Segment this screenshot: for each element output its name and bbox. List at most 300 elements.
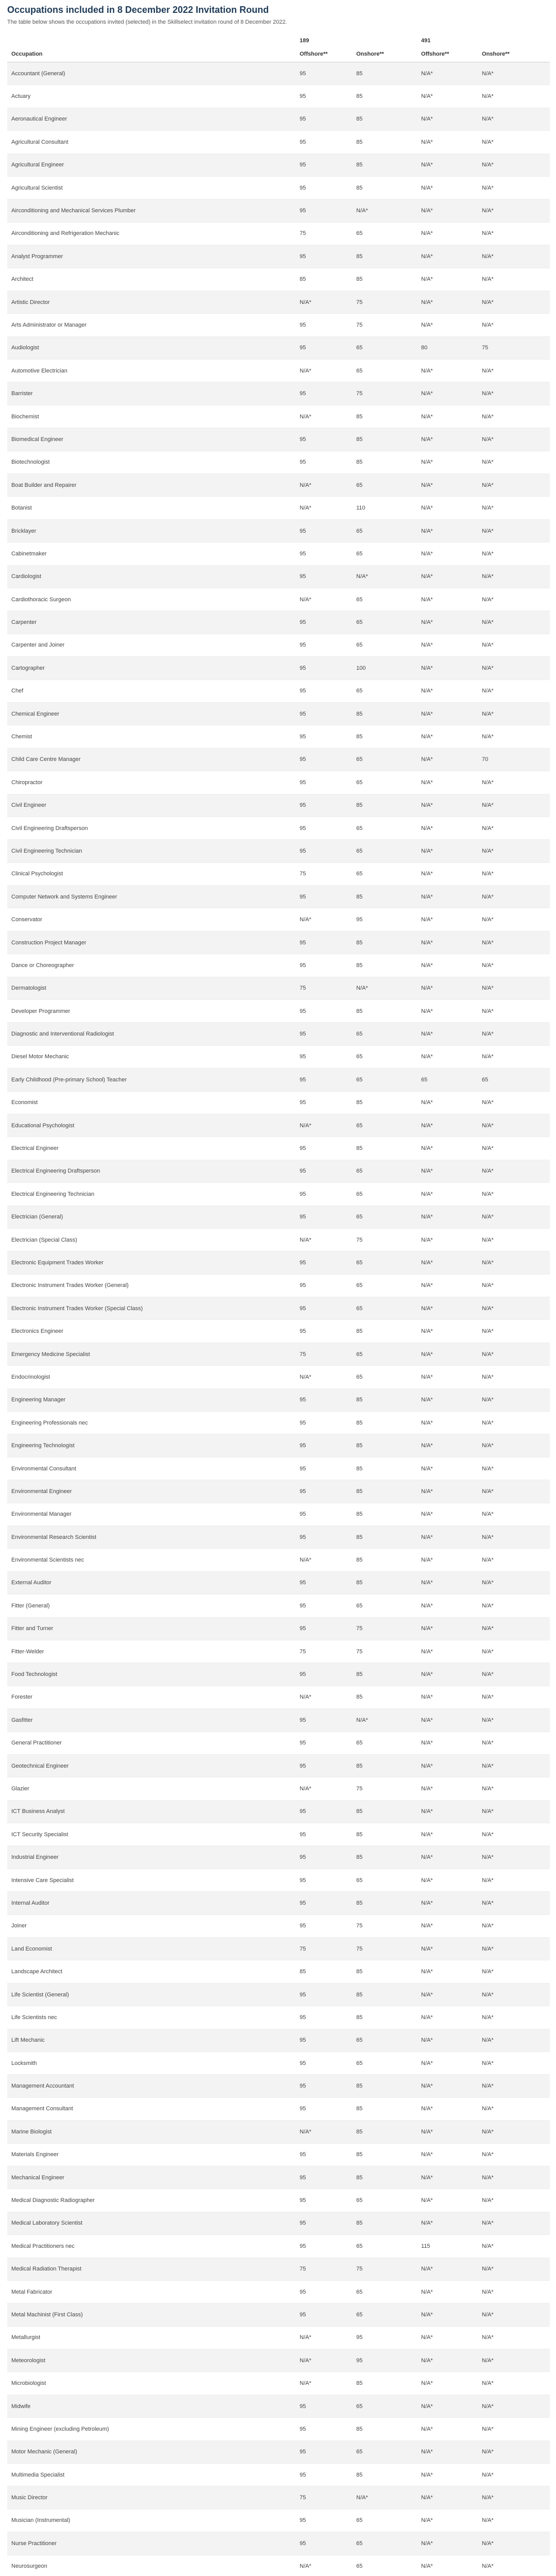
table-row bbox=[7, 1366, 550, 1388]
cell-189-offshore: 95 bbox=[296, 1823, 352, 1846]
table-row bbox=[7, 1412, 550, 1434]
cell-491-onshore: N/A* bbox=[478, 1869, 550, 1891]
cell-occupation: Multimedia Specialist bbox=[7, 2464, 296, 2486]
cell-189-offshore: 95 bbox=[296, 2166, 352, 2189]
table-row bbox=[7, 474, 550, 497]
cell-189-offshore: 95 bbox=[296, 1526, 352, 1549]
cell-491-onshore: N/A* bbox=[478, 2464, 550, 2486]
cell-491-offshore: N/A* bbox=[417, 451, 478, 473]
cell-occupation: Motor Mechanic (General) bbox=[7, 2441, 296, 2463]
cell-189-onshore: 65 bbox=[352, 1869, 417, 1891]
cell-189-onshore: 65 bbox=[352, 1251, 417, 1274]
cell-189-offshore: N/A* bbox=[296, 2555, 352, 2576]
table-row bbox=[7, 1595, 550, 1617]
cell-491-offshore: N/A* bbox=[417, 1800, 478, 1823]
cell-491-onshore: N/A* bbox=[478, 2280, 550, 2303]
cell-189-onshore: 85 bbox=[352, 2143, 417, 2166]
cell-occupation: Barrister bbox=[7, 382, 296, 405]
table-row bbox=[7, 2166, 550, 2189]
cell-491-onshore: N/A* bbox=[478, 1571, 550, 1594]
cell-491-onshore: N/A* bbox=[478, 657, 550, 680]
cell-189-onshore: 65 bbox=[352, 1183, 417, 1206]
cell-491-onshore: N/A* bbox=[478, 1846, 550, 1869]
cell-189-offshore: 95 bbox=[296, 2143, 352, 2166]
table-row bbox=[7, 2006, 550, 2029]
cell-189-offshore: 95 bbox=[296, 1754, 352, 1777]
cell-occupation: Cardiologist bbox=[7, 565, 296, 588]
cell-189-offshore: 95 bbox=[296, 1412, 352, 1434]
cell-491-offshore: N/A* bbox=[417, 1846, 478, 1869]
table-row bbox=[7, 1251, 550, 1274]
cell-189-onshore: 85 bbox=[352, 1800, 417, 1823]
cell-occupation: Environmental Scientists nec bbox=[7, 1549, 296, 1571]
cell-189-offshore: 95 bbox=[296, 1914, 352, 1937]
cell-189-onshore: 85 bbox=[352, 1983, 417, 2006]
table-row bbox=[7, 1206, 550, 1228]
table-row bbox=[7, 1320, 550, 1343]
cell-189-offshore: 95 bbox=[296, 1091, 352, 1114]
cell-491-offshore: N/A* bbox=[417, 1000, 478, 1023]
cell-occupation: Dermatologist bbox=[7, 977, 296, 999]
cell-occupation: Artistic Director bbox=[7, 291, 296, 313]
table-row bbox=[7, 817, 550, 839]
cell-189-onshore: 95 bbox=[352, 908, 417, 931]
cell-189-onshore: 65 bbox=[352, 1366, 417, 1388]
cell-491-onshore: N/A* bbox=[478, 634, 550, 656]
cell-491-onshore: N/A* bbox=[478, 2052, 550, 2074]
cell-occupation: Chemical Engineer bbox=[7, 702, 296, 725]
cell-189-onshore: 65 bbox=[352, 680, 417, 702]
cell-occupation: Automotive Electrician bbox=[7, 360, 296, 382]
cell-491-onshore: N/A* bbox=[478, 1709, 550, 1732]
cell-491-onshore: N/A* bbox=[478, 108, 550, 130]
cell-189-offshore: N/A* bbox=[296, 405, 352, 428]
cell-491-onshore: N/A* bbox=[478, 2235, 550, 2258]
cell-491-onshore: N/A* bbox=[478, 1800, 550, 1823]
cell-491-offshore: N/A* bbox=[417, 2075, 478, 2097]
cell-491-offshore: N/A* bbox=[417, 154, 478, 176]
table-row bbox=[7, 62, 550, 85]
cell-491-offshore: N/A* bbox=[417, 886, 478, 908]
table-row bbox=[7, 680, 550, 702]
page-title: Occupations included in 8 December 2022 Invitation Round bbox=[7, 5, 269, 15]
cell-189-onshore: 75 bbox=[352, 2258, 417, 2280]
cell-189-onshore: 85 bbox=[352, 794, 417, 817]
cell-491-offshore: N/A* bbox=[417, 2395, 478, 2417]
table-row bbox=[7, 1434, 550, 1457]
table-row bbox=[7, 725, 550, 748]
cell-189-onshore: 65 bbox=[352, 862, 417, 885]
cell-491-offshore: N/A* bbox=[417, 405, 478, 428]
cell-189-offshore: 75 bbox=[296, 1938, 352, 1960]
cell-occupation: Food Technologist bbox=[7, 1663, 296, 1686]
cell-occupation: Metal Machinist (First Class) bbox=[7, 2303, 296, 2326]
cell-491-offshore: N/A* bbox=[417, 1709, 478, 1732]
cell-189-offshore: N/A* bbox=[296, 1549, 352, 1571]
table-row bbox=[7, 1228, 550, 1251]
cell-491-onshore: N/A* bbox=[478, 1045, 550, 1068]
cell-189-offshore: N/A* bbox=[296, 2121, 352, 2143]
cell-189-onshore: 65 bbox=[352, 748, 417, 771]
cell-occupation: Nurse Practitioner bbox=[7, 2532, 296, 2555]
cell-491-onshore: N/A* bbox=[478, 1412, 550, 1434]
cell-491-onshore: N/A* bbox=[478, 1892, 550, 1914]
cell-189-onshore: 65 bbox=[352, 2509, 417, 2532]
cell-189-offshore: N/A* bbox=[296, 2372, 352, 2395]
cell-491-offshore: 115 bbox=[417, 2235, 478, 2258]
cell-491-onshore: N/A* bbox=[478, 360, 550, 382]
cell-491-offshore: N/A* bbox=[417, 428, 478, 451]
cell-189-onshore: 85 bbox=[352, 2075, 417, 2097]
cell-189-onshore: 85 bbox=[352, 2418, 417, 2441]
cell-occupation: Airconditioning and Mechanical Services Plumber bbox=[7, 199, 296, 222]
cell-189-offshore: 95 bbox=[296, 1503, 352, 1526]
cell-491-offshore: N/A* bbox=[417, 725, 478, 748]
table-row bbox=[7, 1274, 550, 1297]
cell-189-offshore: 85 bbox=[296, 268, 352, 291]
cell-occupation: Engineering Professionals nec bbox=[7, 1412, 296, 1434]
table-row bbox=[7, 1938, 550, 1960]
visa-group-491: 491 bbox=[421, 38, 431, 44]
cell-189-offshore: 95 bbox=[296, 931, 352, 954]
table-row bbox=[7, 1023, 550, 1045]
cell-491-onshore: N/A* bbox=[478, 1754, 550, 1777]
cell-occupation: Fitter (General) bbox=[7, 1595, 296, 1617]
cell-189-offshore: 95 bbox=[296, 1137, 352, 1160]
cell-491-onshore: N/A* bbox=[478, 131, 550, 154]
cell-491-offshore: N/A* bbox=[417, 176, 478, 199]
table-row bbox=[7, 1892, 550, 1914]
cell-491-offshore: N/A* bbox=[417, 2418, 478, 2441]
cell-491-offshore: N/A* bbox=[417, 748, 478, 771]
cell-491-onshore: N/A* bbox=[478, 1228, 550, 1251]
cell-491-onshore: N/A* bbox=[478, 176, 550, 199]
cell-491-onshore: N/A* bbox=[478, 1274, 550, 1297]
cell-189-offshore: N/A* bbox=[296, 2326, 352, 2349]
cell-occupation: ICT Business Analyst bbox=[7, 1800, 296, 1823]
cell-491-offshore: N/A* bbox=[417, 2029, 478, 2052]
cell-189-onshore: 65 bbox=[352, 1274, 417, 1297]
cell-occupation: Accountant (General) bbox=[7, 62, 296, 85]
cell-491-offshore: N/A* bbox=[417, 1160, 478, 1182]
cell-491-offshore: N/A* bbox=[417, 611, 478, 634]
table-row bbox=[7, 634, 550, 656]
cell-occupation: Civil Engineering Technician bbox=[7, 840, 296, 862]
table-row bbox=[7, 1800, 550, 1823]
cell-189-offshore: 95 bbox=[296, 2052, 352, 2074]
table-row bbox=[7, 2303, 550, 2326]
cell-occupation: Life Scientists nec bbox=[7, 2006, 296, 2029]
cell-189-onshore: 85 bbox=[352, 131, 417, 154]
cell-491-offshore: N/A* bbox=[417, 1732, 478, 1754]
cell-491-offshore: N/A* bbox=[417, 977, 478, 999]
cell-491-offshore: N/A* bbox=[417, 1320, 478, 1343]
cell-491-onshore: N/A* bbox=[478, 1617, 550, 1640]
table-row bbox=[7, 1526, 550, 1549]
cell-occupation: Clinical Psychologist bbox=[7, 862, 296, 885]
cell-occupation: Conservator bbox=[7, 908, 296, 931]
cell-491-offshore: N/A* bbox=[417, 1617, 478, 1640]
cell-491-onshore: 75 bbox=[478, 336, 550, 359]
table-row bbox=[7, 131, 550, 154]
cell-189-offshore: N/A* bbox=[296, 588, 352, 611]
cell-491-onshore: N/A* bbox=[478, 1983, 550, 2006]
cell-189-onshore: 65 bbox=[352, 1206, 417, 1228]
cell-491-onshore: N/A* bbox=[478, 1297, 550, 1320]
cell-491-offshore: N/A* bbox=[417, 2121, 478, 2143]
cell-189-onshore: 75 bbox=[352, 1228, 417, 1251]
cell-491-onshore: N/A* bbox=[478, 1366, 550, 1388]
cell-491-offshore: N/A* bbox=[417, 2464, 478, 2486]
cell-189-offshore: 95 bbox=[296, 199, 352, 222]
cell-491-onshore: N/A* bbox=[478, 725, 550, 748]
cell-189-onshore: 85 bbox=[352, 1412, 417, 1434]
cell-189-onshore: 85 bbox=[352, 1457, 417, 1480]
table-row bbox=[7, 497, 550, 519]
cell-189-offshore: N/A* bbox=[296, 1366, 352, 1388]
cell-491-onshore: N/A* bbox=[478, 543, 550, 565]
cell-occupation: Electrical Engineering Draftsperson bbox=[7, 1160, 296, 1182]
cell-189-onshore: 65 bbox=[352, 222, 417, 245]
cell-491-offshore: N/A* bbox=[417, 1343, 478, 1365]
cell-491-onshore: N/A* bbox=[478, 1183, 550, 1206]
table-row bbox=[7, 1549, 550, 1571]
table-row bbox=[7, 1457, 550, 1480]
cell-occupation: Developer Programmer bbox=[7, 1000, 296, 1023]
cell-491-offshore: N/A* bbox=[417, 1823, 478, 1846]
cell-189-onshore: 65 bbox=[352, 840, 417, 862]
cell-189-offshore: 95 bbox=[296, 2395, 352, 2417]
cell-189-onshore: 65 bbox=[352, 2052, 417, 2074]
cell-491-offshore: N/A* bbox=[417, 2303, 478, 2326]
cell-189-onshore: 65 bbox=[352, 2555, 417, 2576]
cell-491-onshore: N/A* bbox=[478, 1434, 550, 1457]
cell-491-offshore: N/A* bbox=[417, 62, 478, 85]
cell-491-offshore: N/A* bbox=[417, 1754, 478, 1777]
cell-491-offshore: N/A* bbox=[417, 1045, 478, 1068]
cell-491-onshore: N/A* bbox=[478, 154, 550, 176]
cell-189-onshore: 65 bbox=[352, 2280, 417, 2303]
table-row bbox=[7, 611, 550, 634]
cell-491-offshore: N/A* bbox=[417, 199, 478, 222]
cell-189-offshore: 95 bbox=[296, 2212, 352, 2234]
cell-491-offshore: N/A* bbox=[417, 1503, 478, 1526]
cell-491-onshore: N/A* bbox=[478, 245, 550, 268]
table-row bbox=[7, 2052, 550, 2074]
cell-189-offshore: N/A* bbox=[296, 1114, 352, 1137]
cell-189-onshore: 85 bbox=[352, 1388, 417, 1411]
cell-491-onshore: N/A* bbox=[478, 2029, 550, 2052]
cell-occupation: Environmental Consultant bbox=[7, 1457, 296, 1480]
table-row bbox=[7, 1114, 550, 1137]
cell-189-onshore: 85 bbox=[352, 154, 417, 176]
cell-491-offshore: N/A* bbox=[417, 2486, 478, 2509]
table-row bbox=[7, 565, 550, 588]
cell-189-onshore: 65 bbox=[352, 771, 417, 794]
cell-491-onshore: N/A* bbox=[478, 474, 550, 497]
cell-189-onshore: 65 bbox=[352, 1297, 417, 1320]
cell-189-offshore: 95 bbox=[296, 1869, 352, 1891]
cell-491-offshore: N/A* bbox=[417, 314, 478, 336]
table-row bbox=[7, 977, 550, 999]
table-row bbox=[7, 2509, 550, 2532]
cell-491-offshore: N/A* bbox=[417, 360, 478, 382]
cell-491-onshore: N/A* bbox=[478, 2166, 550, 2189]
cell-491-onshore: N/A* bbox=[478, 2075, 550, 2097]
cell-occupation: Arts Administrator or Manager bbox=[7, 314, 296, 336]
cell-491-offshore: N/A* bbox=[417, 1892, 478, 1914]
cell-occupation: Dance or Choreographer bbox=[7, 954, 296, 977]
cell-189-offshore: 95 bbox=[296, 2189, 352, 2212]
cell-occupation: Educational Psychologist bbox=[7, 1114, 296, 1137]
cell-189-onshore: 85 bbox=[352, 268, 417, 291]
cell-491-offshore: N/A* bbox=[417, 794, 478, 817]
cell-189-onshore: 65 bbox=[352, 1045, 417, 1068]
cell-occupation: Electronic Instrument Trades Worker (Special Class) bbox=[7, 1297, 296, 1320]
cell-189-offshore: 95 bbox=[296, 382, 352, 405]
table-row bbox=[7, 2235, 550, 2258]
table-row bbox=[7, 702, 550, 725]
cell-occupation: Aeronautical Engineer bbox=[7, 108, 296, 130]
cell-occupation: Diesel Motor Mechanic bbox=[7, 1045, 296, 1068]
column-header-row bbox=[7, 46, 550, 62]
cell-491-onshore: N/A* bbox=[478, 2097, 550, 2120]
cell-189-onshore: 85 bbox=[352, 1320, 417, 1343]
cell-189-offshore: 95 bbox=[296, 543, 352, 565]
cell-491-offshore: N/A* bbox=[417, 1183, 478, 1206]
cell-189-onshore: 85 bbox=[352, 62, 417, 85]
table-row bbox=[7, 588, 550, 611]
cell-491-onshore: N/A* bbox=[478, 680, 550, 702]
cell-occupation: Economist bbox=[7, 1091, 296, 1114]
table-row bbox=[7, 1777, 550, 1800]
table-row bbox=[7, 1686, 550, 1708]
cell-189-offshore: N/A* bbox=[296, 908, 352, 931]
cell-occupation: Audiologist bbox=[7, 336, 296, 359]
cell-189-onshore: 65 bbox=[352, 2532, 417, 2555]
table-row bbox=[7, 268, 550, 291]
table-row bbox=[7, 1914, 550, 1937]
cell-occupation: Carpenter bbox=[7, 611, 296, 634]
cell-occupation: Geotechnical Engineer bbox=[7, 1754, 296, 1777]
table-row bbox=[7, 1754, 550, 1777]
cell-189-offshore: 95 bbox=[296, 840, 352, 862]
cell-189-offshore: 75 bbox=[296, 2486, 352, 2509]
cell-189-offshore: 95 bbox=[296, 565, 352, 588]
cell-occupation: Electronic Instrument Trades Worker (General) bbox=[7, 1274, 296, 1297]
cell-occupation: Medical Laboratory Scientist bbox=[7, 2212, 296, 2234]
cell-491-onshore: N/A* bbox=[478, 1480, 550, 1503]
table-row bbox=[7, 1846, 550, 1869]
cell-491-onshore: N/A* bbox=[478, 1457, 550, 1480]
cell-491-offshore: N/A* bbox=[417, 908, 478, 931]
cell-occupation: Actuary bbox=[7, 85, 296, 108]
table-row bbox=[7, 1069, 550, 1091]
cell-189-offshore: N/A* bbox=[296, 474, 352, 497]
cell-189-offshore: 95 bbox=[296, 2464, 352, 2486]
cell-491-onshore: N/A* bbox=[478, 702, 550, 725]
cell-189-offshore: 85 bbox=[296, 1960, 352, 1983]
cell-occupation: Airconditioning and Refrigeration Mechanic bbox=[7, 222, 296, 245]
column-header-491-offshore: Offshore** bbox=[417, 46, 478, 62]
cell-occupation: Computer Network and Systems Engineer bbox=[7, 886, 296, 908]
cell-occupation: Land Economist bbox=[7, 1938, 296, 1960]
cell-491-onshore: N/A* bbox=[478, 291, 550, 313]
cell-491-onshore: N/A* bbox=[478, 2258, 550, 2280]
table-row bbox=[7, 428, 550, 451]
cell-189-onshore: 85 bbox=[352, 1754, 417, 1777]
cell-189-offshore: 95 bbox=[296, 428, 352, 451]
cell-491-onshore: N/A* bbox=[478, 1777, 550, 1800]
cell-occupation: Environmental Research Scientist bbox=[7, 1526, 296, 1549]
cell-189-onshore: 85 bbox=[352, 1663, 417, 1686]
cell-491-offshore: N/A* bbox=[417, 2097, 478, 2120]
cell-occupation: Materials Engineer bbox=[7, 2143, 296, 2166]
cell-491-offshore: N/A* bbox=[417, 1938, 478, 1960]
cell-189-onshore: 65 bbox=[352, 2235, 417, 2258]
cell-189-onshore: 85 bbox=[352, 1549, 417, 1571]
cell-189-onshore: 65 bbox=[352, 360, 417, 382]
table-row bbox=[7, 1388, 550, 1411]
cell-491-onshore: N/A* bbox=[478, 1823, 550, 1846]
cell-491-offshore: N/A* bbox=[417, 657, 478, 680]
cell-491-offshore: N/A* bbox=[417, 840, 478, 862]
cell-189-offshore: 95 bbox=[296, 1069, 352, 1091]
cell-491-onshore: N/A* bbox=[478, 268, 550, 291]
cell-occupation: Lift Mechanic bbox=[7, 2029, 296, 2052]
cell-491-offshore: N/A* bbox=[417, 1137, 478, 1160]
cell-occupation: Microbiologist bbox=[7, 2372, 296, 2395]
cell-491-offshore: N/A* bbox=[417, 1366, 478, 1388]
table-row bbox=[7, 2349, 550, 2372]
cell-189-offshore: 95 bbox=[296, 1388, 352, 1411]
table-row bbox=[7, 1480, 550, 1503]
table-row bbox=[7, 1160, 550, 1182]
table-row bbox=[7, 954, 550, 977]
cell-occupation: Forester bbox=[7, 1686, 296, 1708]
cell-occupation: Medical Diagnostic Radiographer bbox=[7, 2189, 296, 2212]
cell-189-offshore: 95 bbox=[296, 817, 352, 839]
cell-189-onshore: N/A* bbox=[352, 1709, 417, 1732]
cell-491-onshore: N/A* bbox=[478, 199, 550, 222]
cell-occupation: Intensive Care Specialist bbox=[7, 1869, 296, 1891]
cell-occupation: Electrical Engineering Technician bbox=[7, 1183, 296, 1206]
cell-491-offshore: N/A* bbox=[417, 1251, 478, 1274]
cell-189-offshore: 95 bbox=[296, 245, 352, 268]
cell-189-offshore: 95 bbox=[296, 131, 352, 154]
cell-189-offshore: 95 bbox=[296, 451, 352, 473]
cell-occupation: Diagnostic and Interventional Radiologist bbox=[7, 1023, 296, 1045]
table-row bbox=[7, 2097, 550, 2120]
cell-189-offshore: 95 bbox=[296, 2006, 352, 2029]
cell-189-offshore: 95 bbox=[296, 771, 352, 794]
table-row bbox=[7, 2143, 550, 2166]
cell-189-offshore: N/A* bbox=[296, 1686, 352, 1708]
cell-189-onshore: 85 bbox=[352, 2121, 417, 2143]
table-row bbox=[7, 2555, 550, 2576]
table-row bbox=[7, 2464, 550, 2486]
cell-491-onshore: N/A* bbox=[478, 85, 550, 108]
cell-occupation: Botanist bbox=[7, 497, 296, 519]
cell-491-offshore: N/A* bbox=[417, 1297, 478, 1320]
table-row bbox=[7, 360, 550, 382]
cell-occupation: Environmental Manager bbox=[7, 1503, 296, 1526]
cell-occupation: Medical Radiation Therapist bbox=[7, 2258, 296, 2280]
cell-189-onshore: 75 bbox=[352, 1640, 417, 1663]
table-row bbox=[7, 2418, 550, 2441]
cell-491-onshore: N/A* bbox=[478, 862, 550, 885]
cell-189-onshore: N/A* bbox=[352, 2486, 417, 2509]
